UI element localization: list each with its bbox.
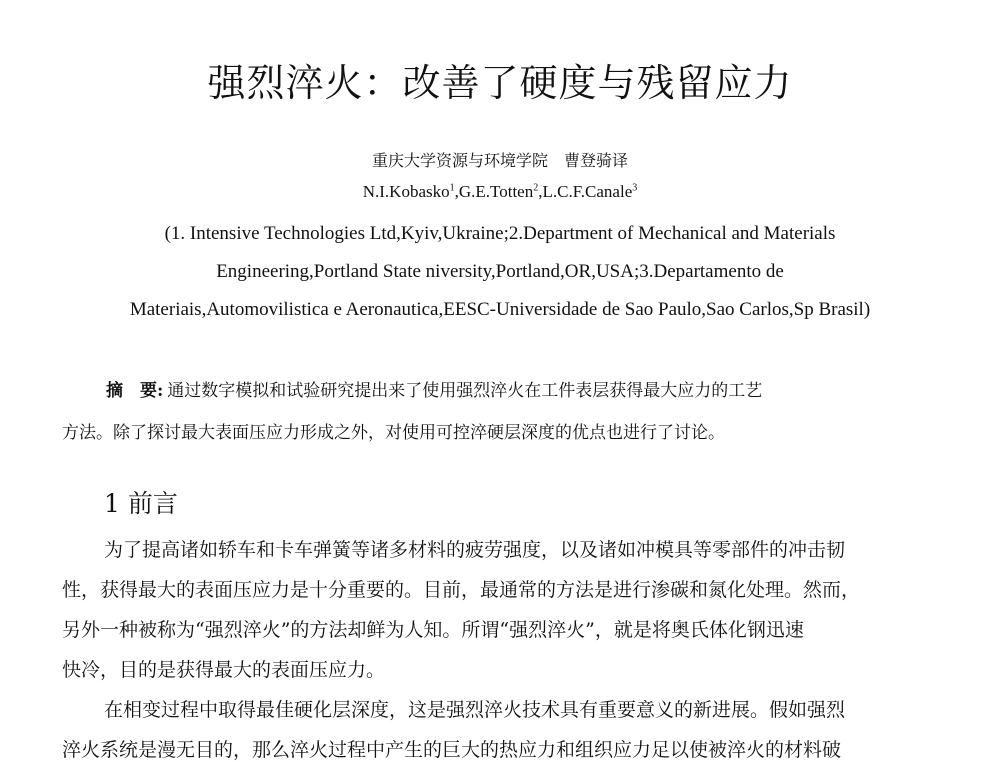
paper-title: 强烈淬火：改善了硬度与残留应力 bbox=[207, 61, 793, 105]
author-line bbox=[0, 182, 1000, 202]
abstract-line bbox=[62, 376, 938, 401]
author-affil-mark: 1 bbox=[449, 182, 455, 194]
author-name: ,G.E.Totten bbox=[454, 182, 534, 201]
translator-line: 重庆大学资源与环境学院 曹登骑译 bbox=[371, 151, 628, 170]
author-affil-mark: 3 bbox=[632, 182, 638, 194]
body-text-line: 淬火系统是漫无目的，那么淬火过程中产生的巨大的热应力和组织应力足以使被淬火的材料破 bbox=[62, 739, 842, 761]
abstract-text: 通过数字模拟和试验研究提出来了使用强烈淬火在工件表层获得最大应力的工艺 bbox=[167, 381, 763, 401]
body-text-line: 另外一种被称为“强烈淬火”的方法却鲜为人知。所谓“强烈淬火”，就是将奥氏体化钢迅速 bbox=[62, 619, 804, 641]
body-text-line: 快冷，目的是获得最大的表面压应力。 bbox=[62, 659, 386, 681]
body-text-line: 为了提高诸如轿车和卡车弹簧等诸多材料的疲劳强度，以及诸如冲模具等零部件的冲击韧 bbox=[104, 539, 846, 561]
affiliation-line: Materiais,Automovilistica e Aeronautica,EESC-Universidade de Sao Paulo,Sao Carlos,Sp Brasil) bbox=[129, 299, 871, 320]
body-text-line: 性，获得最大的表面压应力是十分重要的。目前，最通常的方法是进行渗碳和氮化处理。然而， bbox=[62, 579, 861, 601]
section-heading: 1 前言 bbox=[104, 489, 178, 518]
author-affil-mark: 2 bbox=[533, 182, 539, 194]
author-name: ,L.C.F.Canale bbox=[538, 182, 633, 201]
abstract-label: 摘 要: bbox=[106, 381, 164, 401]
body-text-line: 在相变过程中取得最佳硬化层深度，这是强烈淬火技术具有重要意义的新进展。假如强烈 bbox=[104, 699, 846, 721]
affiliation-line: (1. Intensive Technologies Ltd,Kyiv,Ukraine;2.Department of Mechanical and Materials bbox=[164, 223, 836, 244]
affiliation-line: Engineering,Portland State niversity,Portland,OR,USA;3.Departamento de bbox=[216, 261, 784, 282]
abstract-line: 方法。除了探讨最大表面压应力形成之外，对使用可控淬硬层深度的优点也进行了讨论。 bbox=[62, 423, 725, 443]
author-name: N.I.Kobasko bbox=[362, 182, 450, 201]
